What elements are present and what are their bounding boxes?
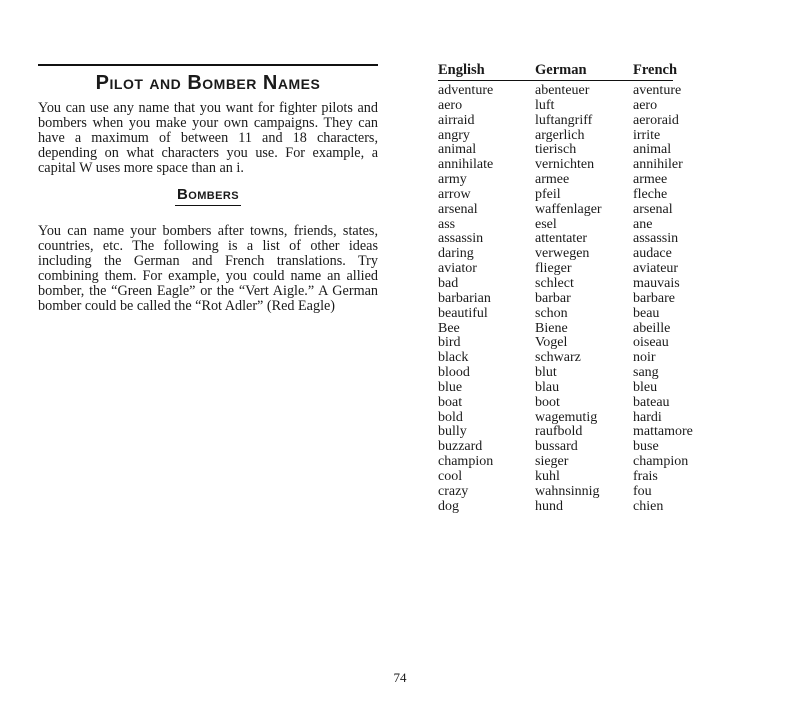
cell-french: bateau: [633, 394, 670, 410]
cell-german: verwegen: [535, 246, 590, 262]
translation-table: [438, 62, 738, 514]
table-row: [438, 247, 738, 262]
cell-french: barbare: [633, 290, 675, 306]
table-header: [438, 62, 738, 79]
cell-english: arrow: [438, 186, 471, 202]
cell-french: hardi: [633, 409, 662, 425]
table-row: [438, 470, 738, 485]
cell-german: hund: [535, 498, 563, 514]
table-row: [438, 292, 738, 307]
cell-german: Vogel: [535, 335, 568, 351]
cell-french: aero: [633, 97, 658, 113]
cell-english: bad: [438, 275, 459, 291]
subheading-wrap: [38, 186, 378, 206]
cell-english: angry: [438, 127, 470, 143]
cell-french: fou: [633, 483, 652, 499]
table-row: [438, 143, 738, 158]
cell-french: bleu: [633, 379, 658, 395]
table-row: [438, 158, 738, 173]
cell-french: mauvais: [633, 275, 680, 291]
header-french: French: [633, 62, 678, 78]
cell-english: boat: [438, 394, 463, 410]
cell-german: waffenlager: [535, 201, 602, 217]
cell-german: luft: [535, 97, 555, 113]
cell-english: adventure: [438, 83, 494, 98]
cell-french: aeroraid: [633, 112, 679, 128]
table-row: [438, 99, 738, 114]
cell-german: vernichten: [535, 157, 595, 173]
cell-german: wahnsinnig: [535, 483, 600, 499]
table-row: [438, 322, 738, 337]
cell-german: pfeil: [535, 186, 561, 202]
header-english: English: [438, 62, 485, 78]
cell-english: crazy: [438, 483, 469, 499]
cell-german: argerlich: [535, 127, 585, 143]
cell-german: abenteuer: [535, 83, 590, 98]
table-row: [438, 485, 738, 500]
cell-english: airraid: [438, 112, 475, 128]
page-number: 74: [393, 670, 407, 685]
table-row: [438, 425, 738, 440]
table-row: [438, 500, 738, 515]
cell-german: flieger: [535, 261, 572, 277]
cell-german: barbar: [535, 290, 571, 306]
cell-german: sieger: [535, 454, 569, 470]
cell-english: bully: [438, 424, 467, 440]
cell-german: raufbold: [535, 424, 583, 440]
cell-english: bird: [438, 335, 461, 351]
bombers-subheading: Bombers: [175, 186, 241, 206]
cell-english: assassin: [438, 231, 484, 247]
cell-french: noir: [633, 350, 656, 366]
table-row: [438, 440, 738, 455]
cell-german: bussard: [535, 439, 578, 455]
cell-english: barbarian: [438, 290, 491, 306]
cell-german: wagemutig: [535, 409, 598, 425]
table-row: [438, 218, 738, 233]
cell-german: kuhl: [535, 468, 560, 484]
table-row: [438, 188, 738, 203]
table-row: [438, 203, 738, 218]
cell-german: schon: [535, 305, 568, 321]
section-title: Pilot and Bomber Names: [95, 72, 321, 94]
cell-german: Biene: [535, 320, 568, 336]
cell-french: champion: [633, 454, 689, 470]
cell-english: aviator: [438, 261, 477, 277]
table-row: [438, 129, 738, 144]
cell-french: aviateur: [633, 261, 679, 277]
cell-french: beau: [633, 305, 660, 321]
table-row: [438, 262, 738, 277]
bombers-paragraph: You can name your bombers after towns, friends, states, countries, etc. The following is a list of other ideas including the German and French translations. Try combining them. For example, you could name an allied bomber, the “Green Eagle” or the “Vert Aigle.” A German bomber could be called the “Rot Adler” (Red Eagle): [38, 223, 378, 314]
cell-english: arsenal: [438, 201, 478, 217]
cell-english: champion: [438, 454, 494, 470]
cell-german: blau: [535, 379, 560, 395]
cell-french: annihiler: [633, 157, 683, 173]
cell-english: ass: [438, 216, 456, 232]
cell-german: armee: [535, 172, 570, 188]
cell-french: irrite: [633, 127, 661, 143]
table-row: [438, 455, 738, 470]
cell-french: mattamore: [633, 424, 693, 440]
table-row: [438, 351, 738, 366]
cell-german: luftangriff: [535, 112, 593, 128]
cell-german: attentater: [535, 231, 588, 247]
cell-english: daring: [438, 246, 474, 262]
cell-french: fleche: [633, 186, 668, 202]
cell-french: assassin: [633, 231, 679, 247]
cell-french: frais: [633, 468, 658, 484]
table-row: [438, 336, 738, 351]
cell-french: armee: [633, 172, 668, 188]
cell-english: cool: [438, 468, 463, 484]
cell-french: sang: [633, 365, 659, 381]
cell-english: Bee: [438, 320, 460, 336]
cell-english: buzzard: [438, 439, 483, 455]
cell-german: blut: [535, 365, 557, 381]
cell-english: aero: [438, 97, 463, 113]
cell-french: oiseau: [633, 335, 669, 351]
cell-french: chien: [633, 498, 664, 514]
table-row: [438, 173, 738, 188]
header-german: German: [535, 62, 587, 78]
cell-english: black: [438, 350, 469, 366]
left-column: [38, 64, 378, 314]
cell-english: annihilate: [438, 157, 494, 173]
cell-french: abeille: [633, 320, 671, 336]
table-row: [438, 396, 738, 411]
cell-english: blue: [438, 379, 463, 395]
table-row: [438, 277, 738, 292]
cell-german: schlect: [535, 275, 574, 291]
cell-french: animal: [633, 142, 672, 158]
cell-german: boot: [535, 394, 560, 410]
cell-english: bold: [438, 409, 463, 425]
cell-french: ane: [633, 216, 653, 232]
section-top-rule: [38, 64, 378, 66]
cell-german: tierisch: [535, 142, 577, 158]
cell-english: dog: [438, 498, 459, 514]
cell-german: esel: [535, 216, 557, 232]
cell-english: beautiful: [438, 305, 488, 321]
cell-french: aventure: [633, 83, 682, 98]
cell-german: schwarz: [535, 350, 581, 366]
cell-english: army: [438, 172, 467, 188]
table-row: [438, 366, 738, 381]
cell-french: buse: [633, 439, 659, 455]
table-body: [438, 84, 738, 514]
cell-french: audace: [633, 246, 672, 262]
table-row: [438, 381, 738, 396]
cell-french: arsenal: [633, 201, 673, 217]
cell-english: blood: [438, 365, 470, 381]
table-header-rule: [438, 80, 673, 81]
table-row: [438, 232, 738, 247]
table-row: [438, 84, 738, 99]
table-row: [438, 307, 738, 322]
table-row: [438, 114, 738, 129]
cell-english: animal: [438, 142, 477, 158]
table-row: [438, 411, 738, 426]
intro-paragraph: You can use any name that you want for fighter pilots and bombers when you make your own campaigns. They can have a maximum of between 11 and 18 characters, depending on what characters you use. For example, a capital W uses more space than an i.: [38, 100, 378, 176]
